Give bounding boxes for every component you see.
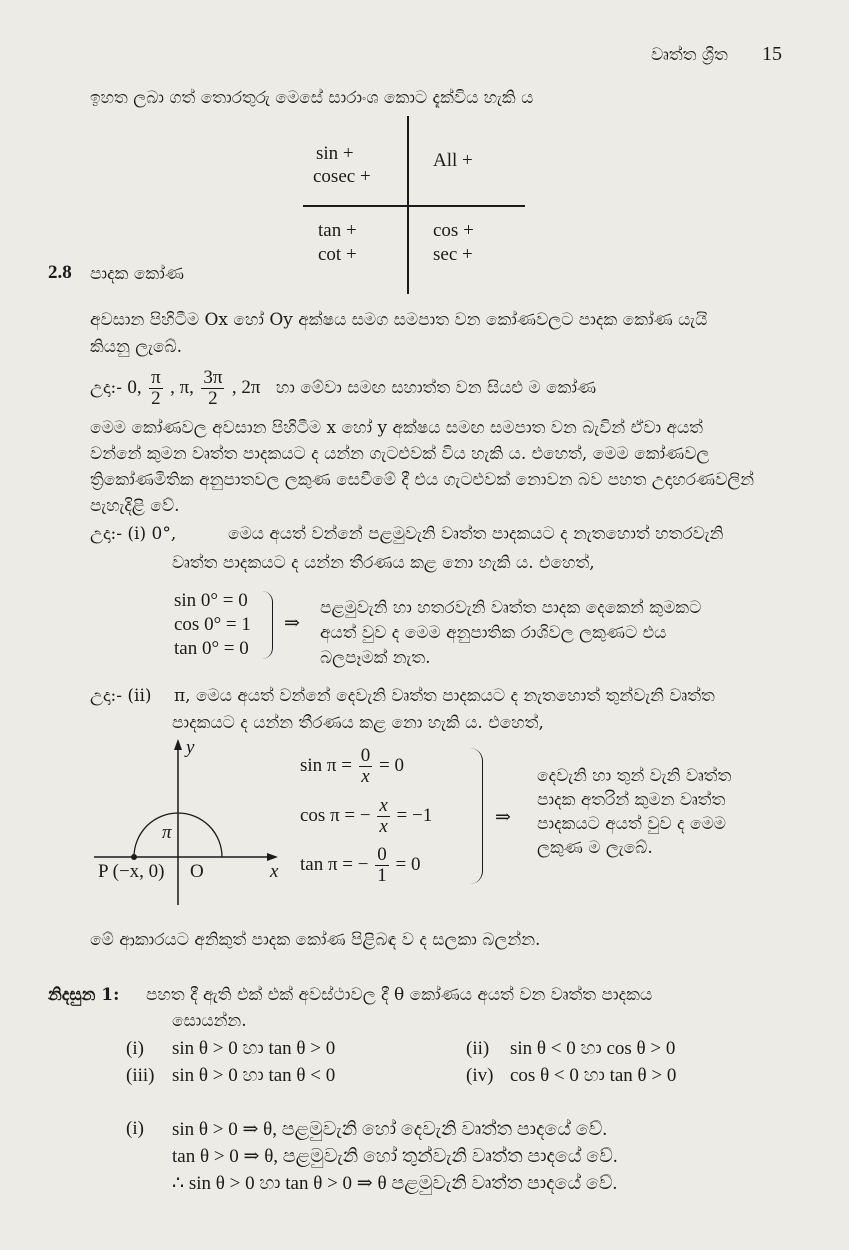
quadrant-2-cosec: cosec + bbox=[313, 166, 371, 187]
example-suffix: හා මේවා සමඟ සහාත්ත වන සියළු ම කෝණ bbox=[275, 377, 597, 398]
example-2-prefix: උදා:- (ii) bbox=[90, 686, 152, 706]
page-number: 15 bbox=[762, 43, 782, 65]
example-2-cos bbox=[300, 796, 432, 837]
example-1-conclusion-2: අයත් වුව ද මෙම අනුපාතික රාශිවල ලකුණට එය bbox=[320, 623, 667, 643]
exercise-title: නිදසුන 1: bbox=[48, 985, 120, 1005]
paragraph-line-1: මෙම කෝණවල අවසාන පිහිටීම x හෝ y අක්ෂය සමඟ සමපාත වන බැවින් ඒවා අයත් bbox=[90, 418, 703, 438]
example-2-sin bbox=[300, 746, 404, 787]
example-2-conclusion-2: පාදක අතරින් කුමන වෘත්ත bbox=[537, 790, 726, 810]
tan-rhs: = 0 bbox=[395, 853, 421, 875]
frac-num: 3π bbox=[203, 367, 223, 388]
diagram-angle-label: π bbox=[162, 822, 172, 843]
quadrant-2-sin: sin + bbox=[316, 143, 354, 164]
running-header: වෘත්ත ශ්‍රිත bbox=[651, 45, 728, 65]
tan-fraction bbox=[375, 845, 389, 886]
example-2-brace bbox=[470, 748, 483, 884]
example-1-line-1: මෙය අයත් වන්නේ පළමුවැනි වෘත්ත පාදකයට ද නැතහොත් හතරවැනි bbox=[228, 524, 724, 544]
section-number: 2.8 bbox=[48, 262, 72, 283]
paragraph-line-4: පැහැදිළි වේ. bbox=[90, 496, 180, 516]
frac-num: 0 bbox=[377, 844, 387, 865]
example-2-arrow: ⇒ bbox=[495, 807, 511, 828]
angle-pi-over-2 bbox=[149, 368, 163, 409]
quadrant-horizontal-line bbox=[303, 205, 525, 207]
angle-2pi: , 2π bbox=[231, 376, 261, 398]
sin-rhs: = 0 bbox=[378, 754, 404, 776]
example-1-sin: sin 0° = 0 bbox=[174, 590, 248, 611]
example-1-conclusion-3: බලපෑමක් නැත. bbox=[320, 648, 431, 668]
exercise-item-label: (i) bbox=[126, 1038, 144, 1059]
example-1-cos: cos 0° = 1 bbox=[174, 614, 251, 635]
example-1-conclusion-1: පළමුවැනි හා හතරවැනි වෘත්ත පාදක දෙකෙන් කුමකට bbox=[320, 598, 702, 618]
sin-lhs: sin π = bbox=[300, 754, 352, 776]
example-prefix: උදා:- bbox=[90, 377, 122, 398]
paragraph-line-3: ත්‍රිකෝණමිතික අනුපාතවල ලකුණ සෙවීමේ දී එය ගැටළුවක් නොවන බව පහත උදාහරණවලින් bbox=[90, 470, 755, 490]
example-2-line-1: π, මෙය අයත් වන්නේ දෙවැනි වෘත්ත පාදකයට ද නැතහොත් තුන්වැනි වෘත්ත bbox=[174, 686, 715, 706]
example-2-conclusion-4: ලකුණ ම ලැබේ. bbox=[537, 838, 653, 858]
solution-line-2: tan θ > 0 ⇒ θ, පළමුවැනි හෝ තුන්වැනි වෘත්ත පාදයේ වේ. bbox=[172, 1146, 618, 1167]
solution-label: (i) bbox=[126, 1118, 144, 1139]
diagram-point-p: P (−x, 0) bbox=[98, 861, 165, 882]
example-1-line-2: වෘත්ත පාදකයට ද යන්න තීරණය කළ නො හැකි ය. එහෙත්, bbox=[172, 553, 595, 573]
exercise-line-1: පහත දී ඇති එක් එක් අවස්ථාවල දී θ කෝණය අයත් වන වෘත්ත පාදකය bbox=[146, 985, 653, 1005]
quadrant-3-tan: tan + bbox=[318, 220, 357, 241]
definition-line-2: කියනු ලැබේ. bbox=[90, 337, 183, 357]
exercise-item-text: cos θ < 0 හා tan θ > 0 bbox=[510, 1065, 677, 1086]
exercise-line-2: සොයන්න. bbox=[172, 1011, 247, 1031]
example-2-tan bbox=[300, 845, 420, 886]
section-title: පාදක කෝණ bbox=[90, 264, 184, 284]
diagram-y-label: y bbox=[186, 737, 195, 758]
example-2-line-2: පාදකයට ද යන්න තීරණය කළ නො හැකි ය. එහෙත්, bbox=[172, 713, 544, 733]
angle-zero: 0, bbox=[127, 376, 142, 398]
frac-num: x bbox=[379, 795, 388, 816]
example-2-conclusion-1: දෙවැනි හා තුන් වැනි වෘත්ත bbox=[537, 766, 732, 786]
quadrant-3-cot: cot + bbox=[318, 244, 357, 265]
cos-lhs: cos π = − bbox=[300, 804, 371, 826]
cos-fraction bbox=[377, 796, 389, 837]
angle-pi: , π, bbox=[170, 376, 194, 398]
frac-num: π bbox=[151, 367, 161, 388]
cos-rhs: = −1 bbox=[396, 804, 433, 826]
frac-den: 2 bbox=[208, 387, 218, 409]
frac-den: x bbox=[379, 815, 388, 837]
definition-line-1: අවසාන පිහිටීම Ox හෝ Oy අක්ෂය සමග සමපාත වන කෝණවලට පාදක කෝණ යැයි bbox=[90, 310, 708, 330]
example-1-tan: tan 0° = 0 bbox=[174, 638, 249, 659]
semicircle-diagram bbox=[90, 735, 290, 910]
tan-lhs: tan π = − bbox=[300, 853, 369, 875]
frac-den: 1 bbox=[377, 864, 387, 886]
frac-num: 0 bbox=[360, 745, 371, 766]
quadrant-1-all: All + bbox=[433, 150, 473, 171]
example-angles bbox=[90, 368, 596, 409]
quadrant-4-sec: sec + bbox=[433, 244, 473, 265]
frac-den: 2 bbox=[151, 387, 161, 409]
angle-3pi-over-2 bbox=[201, 368, 224, 409]
exercise-item-label: (iii) bbox=[126, 1065, 155, 1086]
exercise-item-label: (iv) bbox=[466, 1065, 494, 1086]
solution-line-1: sin θ > 0 ⇒ θ, පළමුවැනි හෝ දෙවැනි වෘත්ත පාදයේ වේ. bbox=[172, 1119, 608, 1140]
example-1-arrow: ⇒ bbox=[284, 613, 300, 634]
solution-line-3: ∴ sin θ > 0 හා tan θ > 0 ⇒ θ පළමුවැනි වෘත්ත පාදයේ වේ. bbox=[172, 1173, 618, 1194]
intro-text: ඉහත ලබා ගත් තොරතුරු මෙසේ සාරාංශ කොට දැක්විය හැකි ය bbox=[90, 88, 534, 108]
example-1-brace bbox=[262, 591, 273, 659]
note-text: මේ ආකාරයට අනිකුත් පාදක කෝණ පිළිබඳ ව ද සලකා බලන්න. bbox=[90, 930, 541, 950]
example-1-prefix: උදා:- (i) 0°, bbox=[90, 524, 177, 544]
diagram-x-label: x bbox=[270, 861, 279, 882]
exercise-item-text: sin θ > 0 හා tan θ > 0 bbox=[172, 1038, 336, 1059]
paragraph-line-2: වන්නේ කුමන වෘත්ත පාදකයට ද යන්න ගැටළුවක් විය හැකි ය. එහෙත්, මෙම කෝණවල bbox=[90, 444, 710, 464]
frac-den: x bbox=[361, 765, 370, 787]
sin-fraction bbox=[359, 746, 373, 787]
exercise-item-text: sin θ < 0 හා cos θ > 0 bbox=[510, 1038, 676, 1059]
exercise-item-text: sin θ > 0 හා tan θ < 0 bbox=[172, 1065, 336, 1086]
exercise-item-label: (ii) bbox=[466, 1038, 490, 1059]
quadrant-4-cos: cos + bbox=[433, 220, 474, 241]
diagram-origin: O bbox=[190, 861, 204, 882]
example-2-conclusion-3: පාදකයට අයත් වුව ද මෙම bbox=[537, 814, 727, 834]
